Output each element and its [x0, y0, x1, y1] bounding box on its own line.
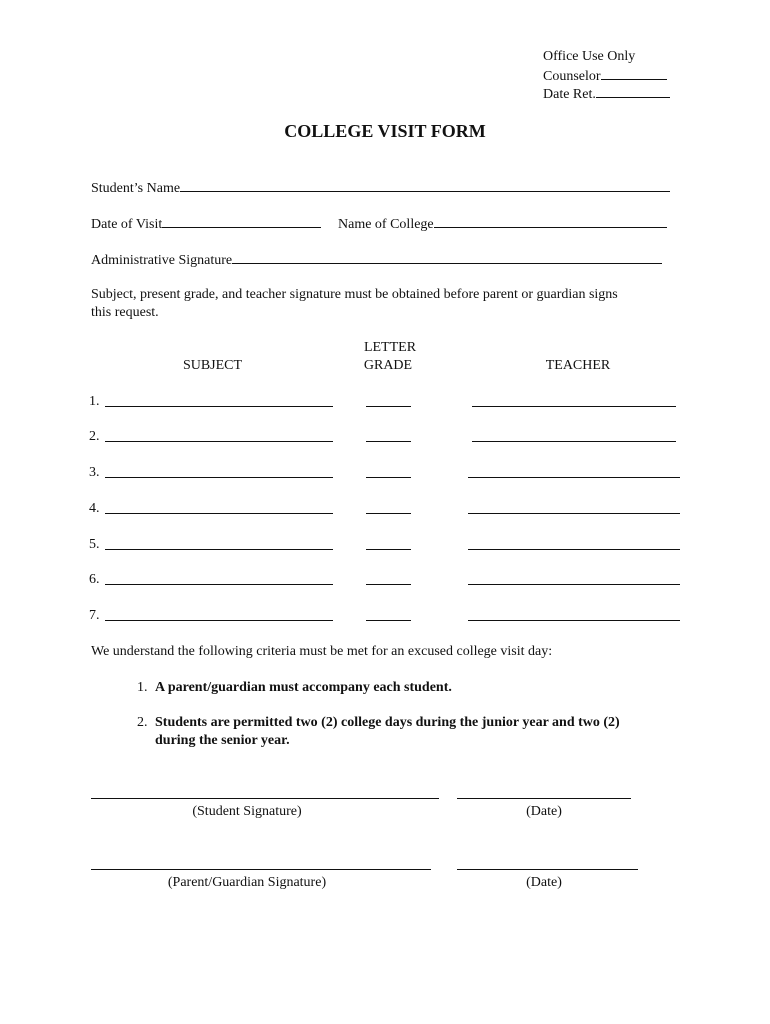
criteria-intro: We understand the following criteria must be met for an excused college visit day:	[91, 644, 553, 659]
grade-header-line-2: GRADE	[363, 358, 413, 373]
teacher-line[interactable]	[472, 406, 676, 407]
subject-line[interactable]	[105, 584, 333, 585]
grade-line[interactable]	[366, 406, 411, 407]
admin-signature-label: Administrative Signature	[91, 253, 233, 268]
name-of-college-line[interactable]	[434, 214, 667, 228]
teacher-line[interactable]	[468, 477, 680, 478]
teacher-line[interactable]	[468, 620, 680, 621]
subject-line[interactable]	[105, 549, 333, 550]
date-ret-label: Date Ret.	[543, 87, 596, 102]
criteria-number: 2.	[137, 715, 148, 730]
row-number: 6.	[89, 572, 100, 587]
admin-signature-line[interactable]	[232, 250, 662, 264]
counselor-line[interactable]	[601, 66, 667, 80]
student-name-field[interactable]	[91, 178, 670, 198]
student-name-label: Student’s Name	[91, 181, 181, 196]
date-ret-field[interactable]	[543, 84, 670, 104]
teacher-line[interactable]	[468, 584, 680, 585]
student-signature-caption: (Student Signature)	[192, 804, 302, 819]
parent-signature-line[interactable]	[91, 869, 431, 870]
grade-line[interactable]	[366, 477, 411, 478]
page-title: COLLEGE VISIT FORM	[284, 121, 486, 141]
subject-header: SUBJECT	[182, 358, 243, 373]
subject-line[interactable]	[105, 620, 333, 621]
counselor-label: Counselor	[543, 69, 601, 84]
criteria-number: 1.	[137, 680, 148, 695]
name-of-college-field[interactable]	[338, 214, 667, 234]
row-number: 1.	[89, 394, 100, 409]
grade-header-line-1: LETTER	[363, 340, 417, 355]
counselor-field[interactable]	[543, 66, 667, 86]
row-number: 5.	[89, 537, 100, 552]
parent-signature-caption: (Parent/Guardian Signature)	[167, 875, 327, 890]
student-name-line[interactable]	[180, 178, 670, 192]
teacher-header: TEACHER	[545, 358, 611, 373]
grade-line[interactable]	[366, 584, 411, 585]
grade-line[interactable]	[366, 513, 411, 514]
subject-line[interactable]	[105, 406, 333, 407]
grade-line[interactable]	[366, 549, 411, 550]
row-number: 2.	[89, 429, 100, 444]
row-number: 3.	[89, 465, 100, 480]
office-use-heading: Office Use Only	[543, 49, 636, 64]
row-number: 7.	[89, 608, 100, 623]
instructions-line-1: Subject, present grade, and teacher signature must be obtained before parent or guardian signs	[91, 287, 618, 302]
admin-signature-field[interactable]	[91, 250, 662, 270]
name-of-college-label: Name of College	[338, 217, 434, 232]
criteria-text: Students are permitted two (2) college days during the junior year and two (2)	[155, 715, 620, 730]
date-of-visit-line[interactable]	[162, 214, 321, 228]
student-date-caption: (Date)	[526, 804, 562, 819]
parent-date-caption: (Date)	[526, 875, 562, 890]
criteria-text: A parent/guardian must accompany each student.	[155, 680, 452, 695]
criteria-text-continued: during the senior year.	[155, 733, 290, 748]
student-signature-line[interactable]	[91, 798, 439, 799]
teacher-line[interactable]	[468, 513, 680, 514]
date-ret-line[interactable]	[596, 84, 670, 98]
parent-date-line[interactable]	[457, 869, 638, 870]
student-date-line[interactable]	[457, 798, 631, 799]
teacher-line[interactable]	[472, 441, 676, 442]
date-of-visit-field[interactable]	[91, 214, 321, 234]
date-of-visit-label: Date of Visit	[91, 217, 163, 232]
grade-line[interactable]	[366, 620, 411, 621]
instructions-line-2: this request.	[91, 305, 159, 320]
teacher-line[interactable]	[468, 549, 680, 550]
grade-line[interactable]	[366, 441, 411, 442]
row-number: 4.	[89, 501, 100, 516]
subject-line[interactable]	[105, 477, 333, 478]
subject-line[interactable]	[105, 513, 333, 514]
subject-line[interactable]	[105, 441, 333, 442]
